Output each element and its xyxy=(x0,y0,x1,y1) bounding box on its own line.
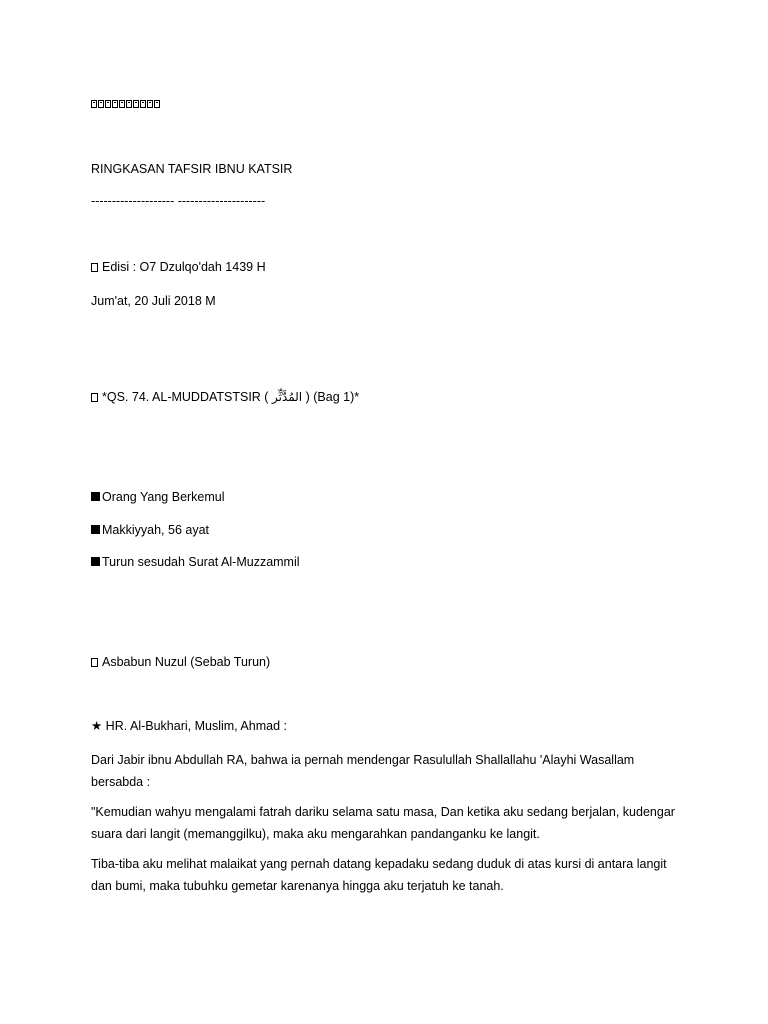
bullet-item xyxy=(91,488,225,506)
missing-glyph-icon xyxy=(105,100,111,108)
bullet-item xyxy=(91,553,300,571)
missing-glyph-icon xyxy=(126,100,132,108)
missing-glyph-icon xyxy=(91,100,97,108)
section-heading-text: Asbabun Nuzul (Sebab Turun) xyxy=(102,655,271,669)
bullet-text: Makkiyyah, 56 ayat xyxy=(102,523,209,537)
missing-glyph-icon xyxy=(119,100,125,108)
missing-glyph-icon xyxy=(133,100,139,108)
paragraph: Tiba-tiba aku melihat malaikat yang pernah datang kepadaku sedang duduk di atas kursi di antara langit dan bumi, maka tubuhku gemetar karenanya hingga aku terjatuh ke tanah. xyxy=(91,857,667,893)
black-square-icon xyxy=(91,525,100,534)
bullet-item xyxy=(91,521,209,539)
missing-glyph-icon xyxy=(91,393,98,402)
missing-glyph-icon-row xyxy=(91,100,161,108)
bullet-text: Turun sesudah Surat Al-Muzzammil xyxy=(102,555,300,569)
bullet-text: Orang Yang Berkemul xyxy=(102,490,225,504)
surah-heading-prefix: *QS. 74. AL-MUDDATSTSIR ( xyxy=(102,390,272,404)
hadith-source: ★ HR. Al-Bukhari, Muslim, Ahmad : xyxy=(91,719,287,733)
paragraph: Dari Jabir ibnu Abdullah RA, bahwa ia pernah mendengar Rasulullah Shallallahu 'Alayhi Wasallam bersabda : xyxy=(91,753,635,789)
document-title: RINGKASAN TAFSIR IBNU KATSIR xyxy=(91,162,293,176)
surah-heading xyxy=(91,388,359,406)
surah-heading-suffix: ) (Bag 1)* xyxy=(302,390,360,404)
missing-glyph-icon xyxy=(154,100,160,108)
divider-line: -------------------- --------------------- xyxy=(91,194,266,208)
edition-line xyxy=(91,258,266,276)
surah-arabic-name: المُدَّثِّر xyxy=(271,390,303,404)
edition-text: Edisi : O7 Dzulqo'dah 1439 H xyxy=(102,260,266,274)
missing-glyph-icon xyxy=(91,263,98,272)
missing-glyph-icon xyxy=(91,658,98,667)
black-square-icon xyxy=(91,557,100,566)
black-square-icon xyxy=(91,492,100,501)
missing-glyph-icon xyxy=(98,100,104,108)
paragraph: "Kemudian wahyu mengalami fatrah dariku selama satu masa, Dan ketika aku sedang berjalan, kudengar suara dari langit (memanggilku), maka aku mengarahkan pandanganku ke langit. xyxy=(91,805,675,841)
missing-glyph-icon xyxy=(112,100,118,108)
missing-glyph-icon xyxy=(147,100,153,108)
header-glyph-boxes xyxy=(91,95,161,113)
missing-glyph-icon xyxy=(140,100,146,108)
date-line: Jum'at, 20 Juli 2018 M xyxy=(91,294,216,308)
section-heading xyxy=(91,653,270,671)
